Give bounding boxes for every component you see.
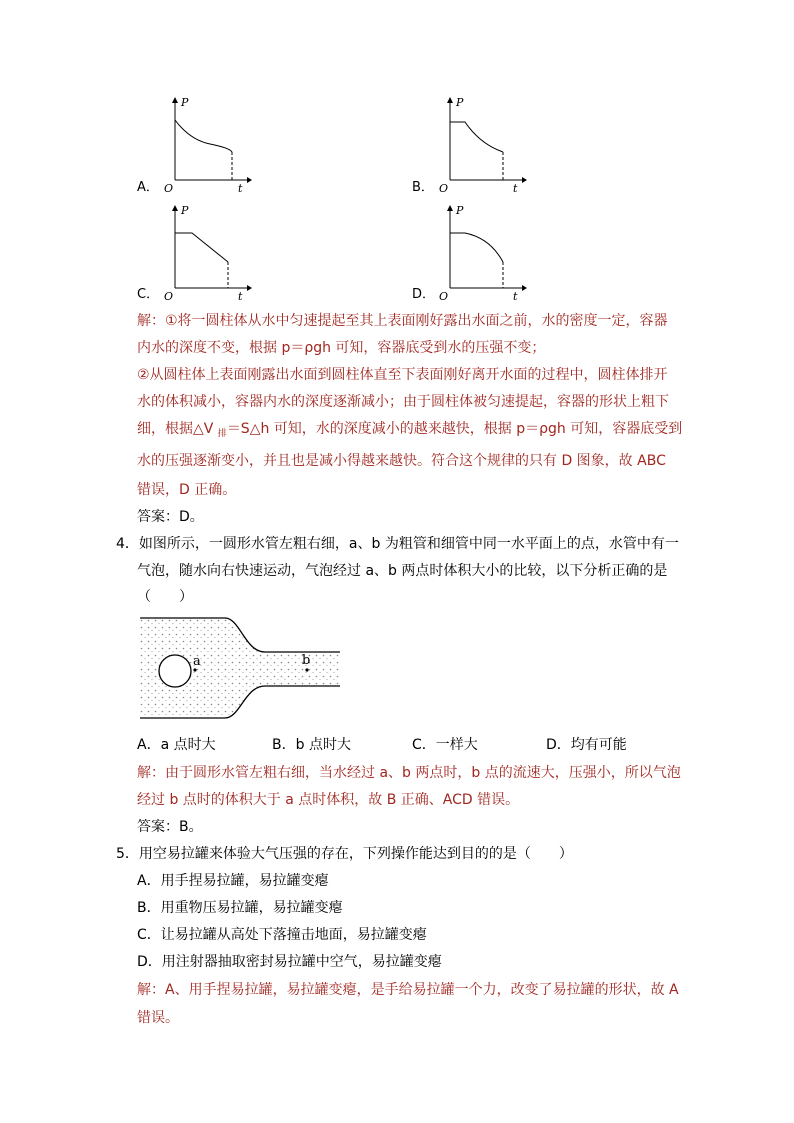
q3-solution-line-5b: ＝S△h 可知，水的深度减小的越来越快，根据 p＝ρgh 可知，容器底受到 — [226, 421, 683, 437]
axis-p-label: P — [456, 204, 464, 217]
axis-o-label: O — [164, 290, 174, 303]
q4-option-b: B．b 点时大 — [272, 737, 351, 753]
q4-solution-line-2: 经过 b 点时的体积大于 a 点时体积，故 B 正确、ACD 错误。 — [137, 792, 520, 808]
axis-t-label: t — [238, 182, 243, 195]
q4-option-a: A．a 点时大 — [137, 737, 216, 753]
q4-solution-line-1: 解：由于圆形水管左粗右细，当水经过 a、b 两点时，b 点的流速大，压强小，所以气泡 — [137, 765, 681, 781]
q5-solution-line-2: 错误。 — [137, 1010, 179, 1026]
option-d-label: D． — [412, 287, 436, 302]
q5-stem: 5．用空易拉罐来体验大气压强的存在，下列操作能达到目的的是（ ） — [116, 846, 573, 862]
q4-stem-line-3: （ ） — [137, 589, 193, 605]
axis-p-label: P — [181, 96, 189, 109]
q3-solution-line-2: 内水的深度不变，根据 p＝ρgh 可知，容器底受到水的压强不变； — [137, 340, 546, 356]
subscript-pai: 排 — [217, 429, 227, 439]
q3-solution-line-5 — [137, 419, 682, 441]
q5-option-b: B．用重物压易拉罐，易拉罐变瘪 — [137, 900, 343, 916]
q4-option-d: D．均有可能 — [546, 737, 627, 753]
graph-a — [160, 92, 260, 197]
option-a-label: A． — [137, 180, 159, 195]
axis-o-label: O — [439, 290, 449, 303]
graph-b — [435, 92, 535, 197]
q4-stem-line-1: 4．如图所示，一圆形水管左粗右细，a、b 为粗管和细管中同一水平面上的点，水管中有一 — [116, 536, 679, 552]
q3-solution-line-5a: 细，根据△V — [137, 421, 218, 437]
option-b-label: B． — [412, 180, 434, 195]
q5-option-d: D．用注射器抽取密封易拉罐中空气，易拉罐变瘪 — [137, 954, 442, 970]
point-b-label: b — [302, 653, 311, 668]
axis-t-label: t — [513, 182, 518, 195]
q4-option-c: C．一样大 — [412, 737, 478, 753]
q3-answer: 答案：D。 — [137, 509, 204, 525]
q3-solution-line-1: 解：①将一圆柱体从水中匀速提起至其上表面刚好露出水面之前，水的密度一定，容器 — [137, 313, 668, 329]
axis-t-label: t — [513, 290, 518, 303]
q3-solution-line-4: 水的体积减小，容器内水的深度逐渐减小；由于圆柱体被匀速提起，容器的形状上粗下 — [137, 394, 669, 410]
axis-t-label: t — [238, 290, 243, 303]
point-a-label: a — [193, 654, 201, 669]
water-pipe-diagram — [140, 612, 345, 724]
graph-d — [435, 200, 535, 305]
q3-solution-line-3: ②从圆柱体上表面刚露出水面到圆柱体直至下表面刚好离开水面的过程中，圆柱体排开 — [137, 367, 668, 383]
axis-p-label: P — [181, 204, 189, 217]
q3-solution-line-7: 错误，D 正确。 — [137, 482, 237, 498]
q4-answer: 答案：B。 — [137, 819, 203, 835]
axis-p-label: P — [456, 96, 464, 109]
q4-stem-line-2: 气泡，随水向右快速运动，气泡经过 a、b 两点时体积大小的比较，以下分析正确的是 — [137, 563, 668, 579]
option-c-label: C． — [137, 287, 160, 302]
q5-option-a: A．用手捏易拉罐，易拉罐变瘪 — [137, 873, 329, 889]
axis-o-label: O — [164, 182, 174, 195]
q3-solution-line-6: 水的压强逐渐变小，并且也是减小得越来越快。符合这个规律的只有 D 图象，故 ABC — [137, 453, 666, 469]
q5-solution-line-1: 解：A、用手捏易拉罐，易拉罐变瘪，是手给易拉罐一个力，改变了易拉罐的形状，故 A — [137, 982, 679, 998]
q5-option-c: C．让易拉罐从高处下落撞击地面，易拉罐变瘪 — [137, 927, 427, 943]
axis-o-label: O — [439, 182, 449, 195]
graph-c — [160, 200, 260, 305]
